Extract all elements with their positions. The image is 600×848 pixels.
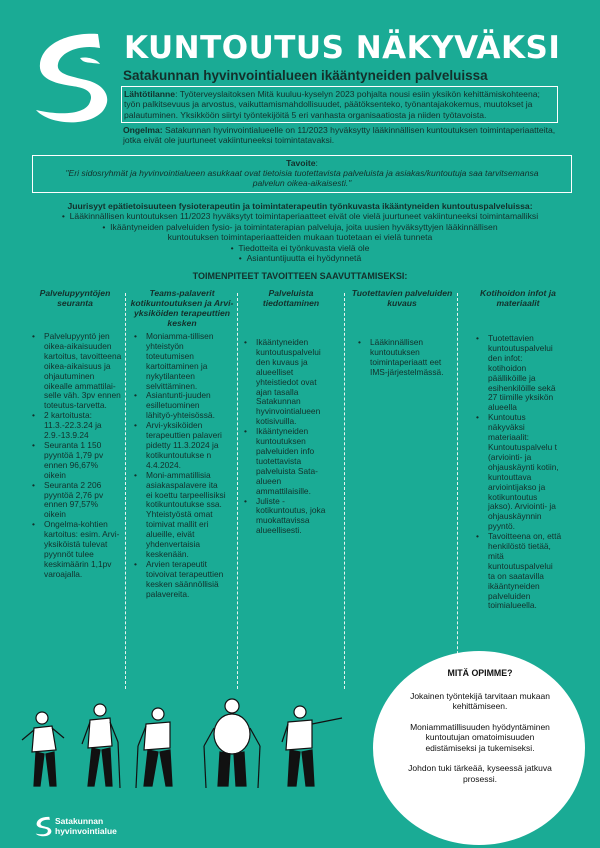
list-item: • Arvi-yksiköiden terapeuttien palaveri pidetty 11.3.2024 ja kotikuntoutukse n 4.4.2024. (132, 421, 226, 471)
footer-brand-line1: Satakunnan (55, 816, 104, 826)
problem-statement (123, 125, 563, 146)
list-item: • Ikääntyneiden kuntoutuksen palveluiden info tuotettavista palveluista Sata-alueen ammattilaisille. (242, 427, 334, 496)
list-item: • Kuntoutus näkyväksi materiaalit: Kuntoutuspalvelu t (arviointi- ja ohjauskäynti kotiin, kuntouttava arviointijakso ja kotikuntoutus jakso). Arviointi- ja ohjauskäynnin pyyntö. (474, 413, 562, 532)
goal-label: Tavoite (286, 158, 316, 168)
figure-person-pointing (282, 706, 342, 786)
actions-title: TOIMENPITEET TAVOITTEEN SAAVUTTAMISEKSI: (192, 271, 408, 281)
column-list (130, 332, 226, 599)
page-subtitle: Satakunnan hyvinvointialueen ikääntyneiden palveluissa (123, 68, 488, 83)
learnings-paragraph: Moniammatillisuuden hyödyntäminen kuntoutujan omatoimisuuden edistämiseksi ja tukemiseksi. (410, 721, 550, 753)
action-column-service-requests (28, 288, 122, 691)
starting-situation-text: : Työterveyslaitoksen Mitä kuuluu-kyselyn 2023 pohjalta nousi esiin yksikön kehittämiskohteena; työn palkitsevuus ja arvostus, vaikuttamismahdollisuudet, päätöksenteko, työnantajakokemus, muutokset ja palautuminen. Yksikköön siirtyi työntekijöitä 5 eri vanhasta organisaatiosta ja niiden työtavoista. (124, 89, 540, 120)
satakunta-footer-logo-icon (34, 816, 52, 838)
goal-box (32, 155, 572, 193)
action-column-home-care-info (462, 288, 574, 691)
learnings-title: MITÄ OPIMME? (447, 668, 513, 678)
goal-text: "Eri sidosryhmät ja hyvinvointialueen asukkaat ovat tietoisia tuotettavista palveluista ja asiakas/kuntoutuja saa tarvitsemansa palvelun oikea-aikaisesti." (65, 168, 539, 188)
list-item: • Seuranta 2 206 pyyntöä 2,76 pv ennen 97,57% oikein (30, 481, 122, 521)
column-divider (125, 293, 126, 689)
elderly-figures-illustration (20, 688, 360, 793)
satakunta-logo-icon (28, 30, 110, 130)
list-item: • 2 kartoitusta: 11.3.-22.3.24 ja 2.9.-13.9.24 (30, 411, 122, 441)
column-heading: Palvelupyyntöjen seuranta (39, 288, 111, 308)
footer-brand-line2: hyvinvointialue (55, 825, 117, 836)
column-heading: Kotihoidon infot ja materiaalit (480, 288, 556, 308)
problem-text: Satakunnan hyvinvointialueelle on 11/2023 hyväksytty lääkinnällisen kuntoutuksen toimintaperiaatteita, jotka eivät ole juurtuneet vakiintuneeksi toimintatavaksi. (123, 125, 556, 146)
list-item: • Juliste - kotikuntoutus, joka muokattavissa alueellisesti. (242, 497, 334, 537)
starting-situation-box (121, 86, 558, 123)
list-item: • Moni-ammatillisia asiakaspalavere ita ei koettu tarpeellisiksi kotikuntoutukse ssa. Yhteistyöstä omat toimivat mallit eri alueille, eivät yhdenvertaisia keskenään. (132, 471, 226, 560)
list-item: • Palvelupyyntö jen oikea-aikaisuuden kartoitus, tavoitteena oikea-aikaisuus ja ohjautuminen oikealle ammattilai-selle väh. 3pv ennen toteutus-tarvetta. (30, 332, 122, 411)
figure-person-with-two-canes (204, 699, 260, 788)
footer-brand (55, 817, 117, 836)
list-item: • Ongelma-kohtien kartoitus: esim. Arvi-yksiköistä tulevat pyynnöt tulee keskimäärin 1,1pv varoajalla. (30, 520, 122, 579)
column-heading: Palveluista tiedottaminen (262, 288, 320, 308)
root-causes-heading: Juurisyyt epätietoisuuteen fysioterapeutin ja toimintaterapeutin työnkuvasta ikääntyneiden kuntoutuspalveluissa: (67, 201, 533, 211)
starting-situation-label: Lähtötilanne (124, 89, 176, 99)
root-causes-list (20, 211, 580, 263)
column-divider (237, 293, 238, 689)
list-item: • Ikääntyneiden palveluiden fysio- ja toimintaterapian palveluja, joita uusien hyväksyttyjen lääkinnällisen kuntoutuksen toimintaperiaatteiden mukaan tuotetaan ei vielä tunneta (20, 222, 580, 243)
list-item: • Tavoitteena on, että henkilöstö tietää, mitä kuntoutuspalvelui ta on saatavilla ikääntyneiden palveluiden toimialueella. (474, 532, 562, 611)
list-item: • Ikääntyneiden kuntoutuspalvelui den kuvaus ja alueelliset yhteistiedot ovat ajan tasalla Satakunnan hyvinvointialueen kotisivuilla. (242, 338, 334, 427)
list-item: • Seuranta 1 150 pyyntöä 1,79 pv ennen 96,67% oikein (30, 441, 122, 481)
learnings-paragraph: Johdon tuki tärkeää, kyseessä jatkuva prosessi. (408, 763, 552, 784)
goal-label-suffix: : (315, 158, 318, 168)
list-item: • Arvien terapeutit toivoivat terapeuttien kesken säännöllisiä palavereita. (132, 560, 226, 600)
list-item: • Asiantuntijuutta ei hyödynnetä (20, 253, 580, 263)
column-list (242, 338, 334, 536)
column-heading: Tuotettavien palveluiden kuvaus (351, 288, 453, 308)
figure-person-bending (22, 712, 64, 786)
list-item: • Tiedotteita ei työnkuvasta vielä ole (20, 243, 580, 253)
column-list (28, 332, 122, 580)
list-item: • Lääkinnällisen kuntoutuksen toimintaperiaatt eet IMS-järjestelmässä. (356, 338, 448, 378)
figure-person-walking (136, 708, 172, 788)
column-divider (457, 293, 458, 689)
list-item: • Lääkinnällisen kuntoutuksen 11/2023 hyväksytyt toimintaperiaatteet eivät ole vielä juurtuneet vakiintuneeksi toimintamalliksi (20, 211, 580, 221)
learnings-content (400, 668, 560, 794)
column-list (350, 338, 448, 378)
problem-label: Ongelma: (123, 125, 163, 135)
root-causes (20, 201, 580, 263)
column-divider (344, 293, 345, 689)
action-column-service-info (242, 288, 340, 691)
action-column-teams-meetings (130, 288, 234, 691)
column-list (462, 334, 562, 611)
column-heading: Teams-palaverit kotikuntoutuksen ja Arvi-yksiköiden terapeuttien kesken (130, 288, 234, 328)
action-column-service-description (350, 288, 454, 691)
list-item: • Tuotettavien kuntoutuspalvelui den infot: kotihoidon päälliköille ja esihenkilöille sekä 27 tiimille yksikön alueella (474, 334, 562, 413)
page-title: KUNTOUTUS NÄKYVÄKSI (124, 30, 561, 66)
figure-person-with-cane (82, 704, 120, 788)
list-item: • Asiantunti-juuden esilletuominen lähityö-yhteisössä. (132, 391, 226, 421)
list-item: • Moniamma-tillisen yhteistyön toteutumisen kartoittaminen ja nykytilanteen selvittäminen. (132, 332, 226, 391)
learnings-paragraph: Jokainen työntekijä tarvitaan mukaan kehittämiseen. (410, 690, 550, 711)
